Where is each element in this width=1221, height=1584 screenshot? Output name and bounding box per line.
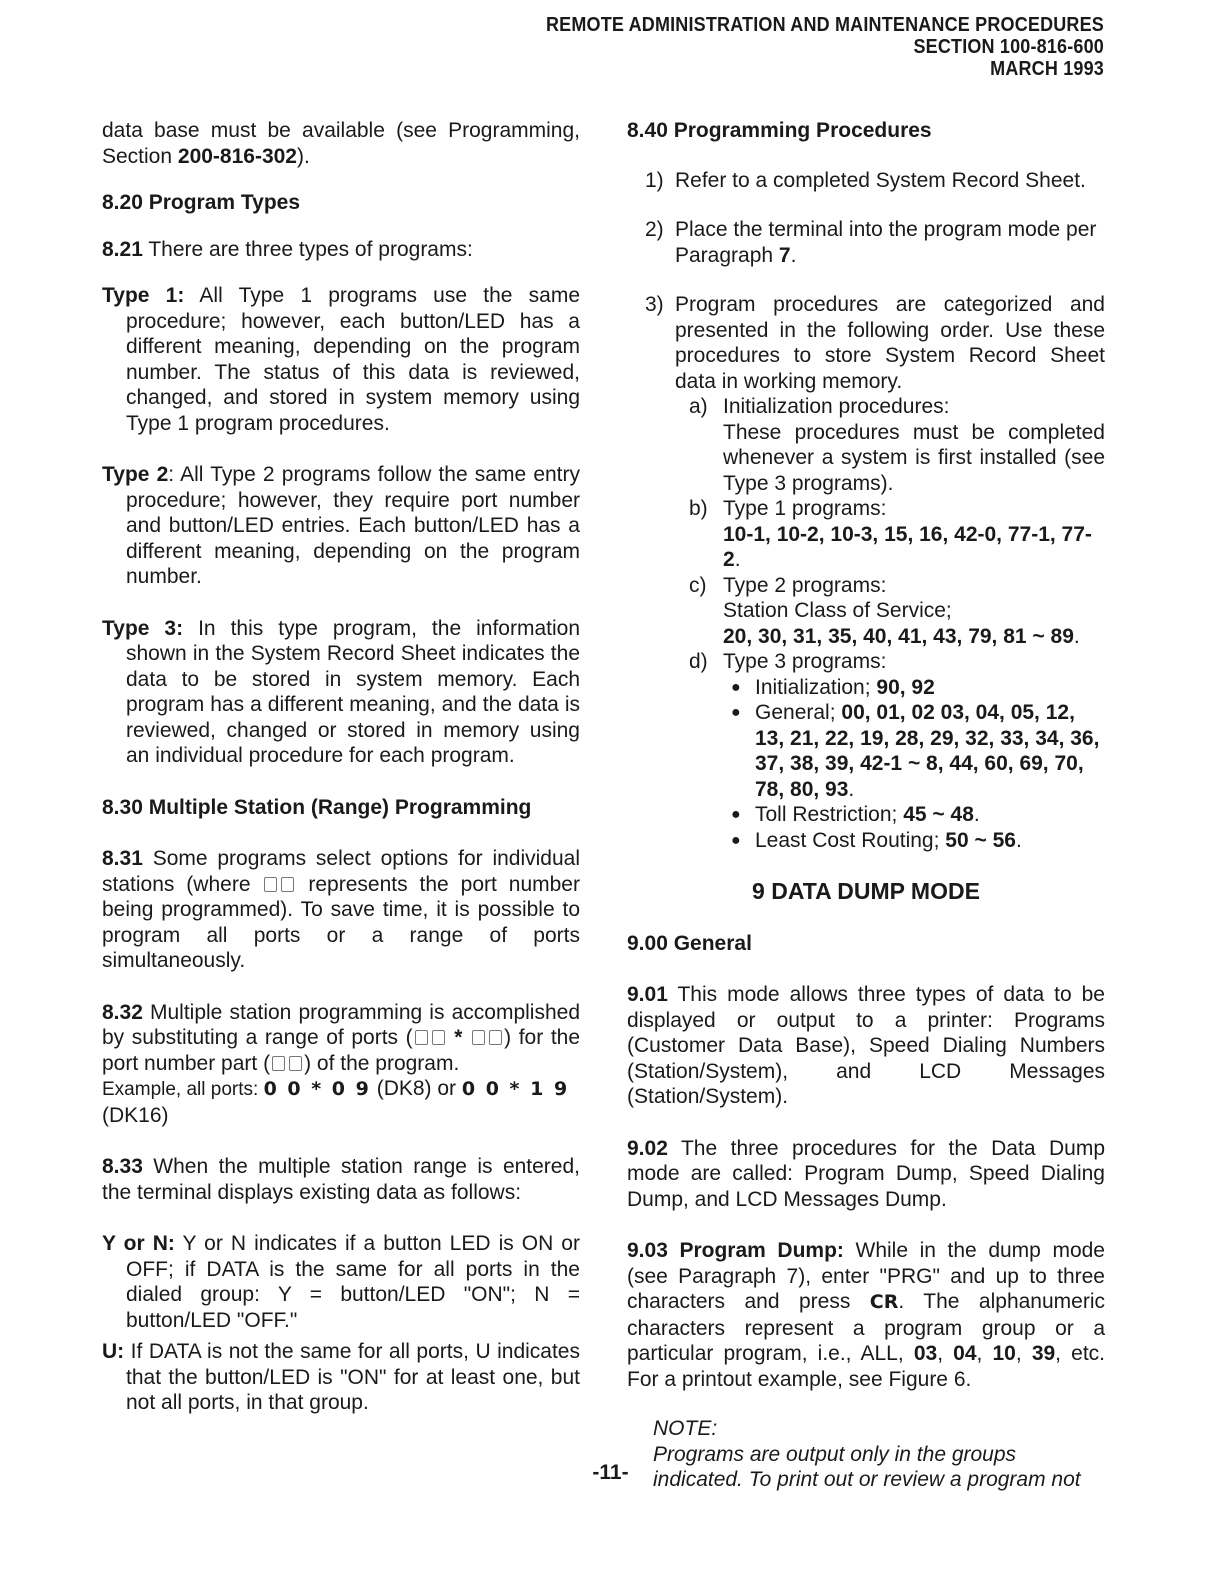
heading-8-20: 8.20 Program Types (102, 191, 301, 214)
heading-9-00: 9.00 General (627, 931, 752, 955)
u-definition: U: If DATA is not the same for all ports, U indicates that the button/LED is "ON" for at least one, but not all ports, in that group. (102, 1340, 580, 1414)
header-section: SECTION 100-816-600 (913, 36, 1104, 58)
step-1: 1) Refer to a completed System Record Sheet. (645, 168, 1086, 192)
port-box-icon (264, 877, 277, 892)
type2-definition: Type 2: All Type 2 programs follow the same entry procedure; however, they require port number and button/LED entries. Each button/LED has a different meaning, depending on the program number. (102, 463, 580, 588)
step-3: 3) Program procedures are categorized and presented in the following order. Use these procedures to store System Record Sheet data in working memory. (645, 293, 1105, 393)
page-header (484, 14, 1104, 80)
port-box-icon (432, 1030, 445, 1045)
bullet-initialization: ● Initialization; 90, 92 (731, 675, 935, 699)
bullet-least-cost-routing: ● Least Cost Routing; 50 ~ 56. (731, 828, 1022, 852)
bullet-icon: ● (731, 678, 741, 696)
paragraph-9-01: 9.01 This mode allows three types of data to be displayed or output to a printer: Programs (Customer Data Base), Speed Dialing Numbers (Station/System), and LCD Messages (Station/System). (627, 983, 1105, 1108)
paragraph-8-32: 8.32 Multiple station programming is accomplished by substituting a range of ports ( * ) for the port number part ( ) of the program. (102, 1000, 581, 1075)
right-column (627, 118, 1105, 1493)
port-box-icon (289, 1056, 302, 1071)
paragraph-9-03: 9.03 Program Dump: While in the dump mode (see Paragraph 7), enter "PRG" and up to three characters and press CR. The alphanumeric characters represent a program group or a particular program, i.e., ALL, 03, 04, 10, 39, etc. For a printout example, see Figure 6. (627, 1239, 1105, 1391)
port-box-icon (272, 1056, 285, 1071)
port-box-icon (472, 1030, 485, 1045)
note-label: NOTE: (653, 1417, 718, 1440)
port-box-icon (489, 1030, 502, 1045)
left-column (102, 118, 580, 1416)
heading-9-data-dump-mode: 9 DATA DUMP MODE (752, 878, 980, 904)
substep-a: a) Initialization procedures: These procedures must be completed whenever a system is first installed (see Type 3 programs). (689, 395, 1105, 495)
bullet-general: ● General; 00, 01, 02 03, 04, 05, 12, 13, 21, 22, 19, 28, 29, 32, 33, 34, 36, 37, 38, 39, 42-1 ~ 8, 44, 60, 69, 70, 78, 80, 93. (731, 701, 1100, 801)
bullet-icon: ● (731, 704, 741, 721)
header-date: MARCH 1993 (990, 58, 1104, 80)
heading-8-30: 8.30 Multiple Station (Range) Programming (102, 795, 532, 819)
note-text: Programs are output only in the groups indicated. To print out or review a program not (653, 1442, 1081, 1491)
intro-paragraph: data base must be available (see Programming, Section 200-816-302). (102, 119, 580, 168)
paragraph-8-31: 8.31 Some programs select options for individual stations (where represents the port number being programmed). To save time, it is possible to program all ports or a range of ports simultaneously. (102, 847, 580, 972)
y-or-n-definition: Y or N: Y or N indicates if a button LED is ON or OFF; if DATA is the same for all ports in the dialed group: Y = button/LED "ON"; N = button/LED "OFF." (102, 1232, 580, 1332)
heading-8-40: 8.40 Programming Procedures (627, 119, 932, 142)
paragraph-8-33: 8.33 When the multiple station range is entered, the terminal displays existing data as follows: (102, 1155, 580, 1204)
substep-d: d) Type 3 programs: (689, 650, 887, 673)
bullet-toll-restriction: ● Toll Restriction; 45 ~ 48. (731, 803, 980, 826)
bullet-icon: ● (731, 806, 741, 823)
page-number: -11- (592, 1461, 629, 1484)
substep-c: c) Type 2 programs: Station Class of Service; 20, 30, 31, 35, 40, 41, 43, 79, 81 ~ 89. (689, 573, 1080, 648)
port-box-icon (415, 1030, 428, 1045)
header-title: REMOTE ADMINISTRATION AND MAINTENANCE PROCEDURES (546, 14, 1104, 36)
type1-definition: Type 1: All Type 1 programs use the same procedure; however, each button/LED has a different meaning, depending on the program number. The status of this data is reviewed, changed, and stored in system memory using Type 1 program procedures. (102, 284, 580, 435)
paragraph-8-21: 8.21 There are three types of programs: (102, 237, 473, 261)
example-line: Example, all ports: 0 0 * 0 9 (DK8) or 0 0 * 1 9 (DK16) (102, 1077, 570, 1127)
substep-b: b) Type 1 programs: 10-1, 10-2, 10-3, 15, 16, 42-0, 77-1, 77-2. (689, 497, 1092, 571)
port-box-icon (281, 877, 294, 892)
bullet-icon: ● (731, 831, 741, 849)
step-2: 2) Place the terminal into the program mode per Paragraph 7. (645, 218, 1097, 267)
type3-definition: Type 3: In this type program, the information shown in the System Record Sheet indicates the data to be stored in system memory. Each program has a different meaning, and the data is reviewed, changed or stored in memory using an individual procedure for each program. (102, 616, 580, 767)
paragraph-9-02: 9.02 The three procedures for the Data Dump mode are called: Program Dump, Speed Dialing Dump, and LCD Messages Dump. (627, 1136, 1105, 1211)
